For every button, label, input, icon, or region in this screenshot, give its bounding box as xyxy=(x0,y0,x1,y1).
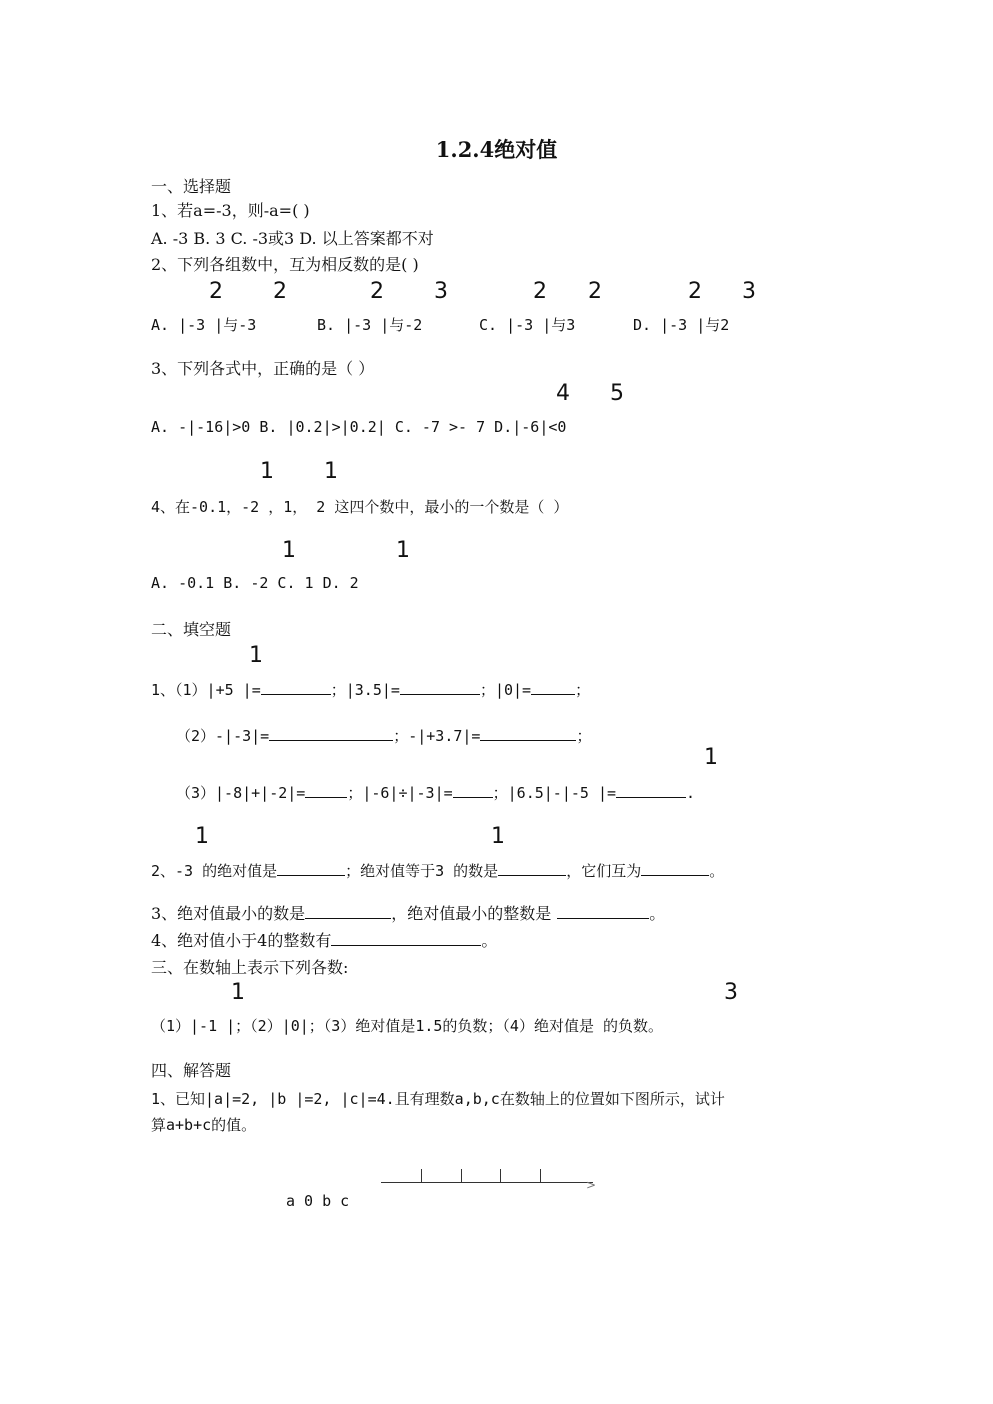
fill-text: . xyxy=(686,784,696,802)
fraction-numerator: 1 xyxy=(249,643,263,668)
fraction-numerator: 1 xyxy=(231,980,245,1005)
answer-blank[interactable] xyxy=(641,861,709,876)
fraction-numerator: 2 xyxy=(533,279,547,304)
q3-stem: 3、下列各式中，正确的是（ ） xyxy=(151,359,375,378)
fill-text: 。 xyxy=(481,931,498,950)
answer-blank[interactable] xyxy=(269,726,393,741)
q2-option-a: A. |-3 |与-3 xyxy=(151,316,257,334)
number-line-tick xyxy=(421,1169,422,1183)
fill-text: ； xyxy=(575,681,591,699)
fill-text: ； xyxy=(576,727,592,745)
fill-text: 2、-3 的绝对值是 xyxy=(151,862,278,880)
fraction-numerator: 2 xyxy=(688,279,702,304)
fraction-numerator: 3 xyxy=(724,980,738,1005)
fill-2 xyxy=(151,860,724,881)
fraction-numerator: 1 xyxy=(704,745,718,770)
fraction-numerator: 1 xyxy=(282,538,296,563)
q1-options: A. -3 B. 3 C. -3或3 D. 以上答案都不对 xyxy=(151,229,434,248)
fill-text: ；|0|= xyxy=(479,681,532,699)
fill-1-3 xyxy=(176,782,695,803)
fill-text: （2）-|-3|= xyxy=(176,727,270,745)
answer-blank[interactable] xyxy=(453,783,493,798)
answer-blank[interactable] xyxy=(305,783,347,798)
fraction-numerator: 2 xyxy=(273,279,287,304)
fill-text: ，它们互为 xyxy=(566,862,642,880)
q2-option-b: B. |-3 |与-2 xyxy=(317,316,423,334)
q2-option-c: C. |-3 |与3 xyxy=(479,316,576,334)
q2-stem: 2、下列各组数中，互为相反数的是( ) xyxy=(151,255,419,274)
fraction-numerator: 4 xyxy=(556,381,570,406)
fill-4 xyxy=(151,931,497,951)
q3-options: A. -|-16|>0 B. |0.2|>|0.2| C. -7 >- 7 D.|-6|<0 xyxy=(151,418,567,436)
fill-text: 。 xyxy=(649,904,666,923)
fraction-numerator: 2 xyxy=(370,279,384,304)
answer-blank[interactable] xyxy=(261,680,331,695)
fraction-numerator: 1 xyxy=(491,824,505,849)
fill-text: ；绝对值等于3 的数是 xyxy=(345,862,499,880)
arrow-right-icon: > xyxy=(586,1178,597,1192)
answer-blank[interactable] xyxy=(616,783,686,798)
number-line-tick xyxy=(500,1169,501,1183)
number-line-labels: a 0 b c xyxy=(286,1192,350,1210)
number-line-tick xyxy=(540,1169,541,1183)
fill-3 xyxy=(151,904,665,924)
section1-heading: 一、选择题 xyxy=(151,177,232,196)
answer-blank[interactable] xyxy=(531,680,575,695)
fill-text: 1、（1）|+5 |= xyxy=(151,681,261,699)
fill-text: 4、绝对值小于4的整数有 xyxy=(151,931,332,950)
fill-text: ；-|+3.7|= xyxy=(393,727,481,745)
fraction-numerator: 1 xyxy=(195,824,209,849)
fill-text: （3）|-8|+|-2|= xyxy=(176,784,306,802)
s3-items: （1）|-1 |；（2）|0|；（3）绝对值是1.5的负数；（4）绝对值是 的负数。 xyxy=(151,1017,663,1035)
fill-text: ；|6.5|-|-5 |= xyxy=(492,784,617,802)
answer-blank[interactable] xyxy=(557,904,649,919)
answer-blank[interactable] xyxy=(480,726,576,741)
fraction-numerator: 3 xyxy=(434,279,448,304)
q4-stem: 4、在-0.1，-2 ，1， 2 这四个数中，最小的一个数是（ ） xyxy=(151,498,569,516)
s4-q1-line2: 算a+b+c的值。 xyxy=(151,1116,257,1134)
fraction-numerator: 1 xyxy=(396,538,410,563)
fill-text: ；|3.5|= xyxy=(330,681,400,699)
page-title: 1.2.4绝对值 xyxy=(435,137,558,162)
s4-q1-line1: 1、已知|a|=2, |b |=2, |c|=4.且有理数a,b,c在数轴上的位置如下图所示，试计 xyxy=(151,1090,725,1108)
section3-heading: 三、在数轴上表示下列各数: xyxy=(151,958,349,977)
number-line-tick xyxy=(461,1169,462,1183)
fill-text: 。 xyxy=(709,862,725,880)
fill-1-1 xyxy=(151,679,590,700)
fill-1-2 xyxy=(176,725,591,746)
section4-heading: 四、解答题 xyxy=(151,1061,232,1080)
answer-blank[interactable] xyxy=(498,861,566,876)
fraction-numerator: 2 xyxy=(209,279,223,304)
q1-stem: 1、若a=-3，则-a=( ) xyxy=(151,201,310,220)
answer-blank[interactable] xyxy=(305,904,391,919)
fraction-numerator: 3 xyxy=(742,279,756,304)
answer-blank[interactable] xyxy=(277,861,345,876)
fraction-numerator: 2 xyxy=(588,279,602,304)
section2-heading: 二、填空题 xyxy=(151,620,232,639)
q4-options: A. -0.1 B. -2 C. 1 D. 2 xyxy=(151,574,359,592)
fill-text: ，绝对值最小的整数是 xyxy=(391,904,552,923)
fraction-numerator: 1 xyxy=(324,459,338,484)
fraction-numerator: 5 xyxy=(610,381,624,406)
fill-text: 3、绝对值最小的数是 xyxy=(151,904,306,923)
number-line xyxy=(381,1182,593,1183)
fraction-numerator: 1 xyxy=(260,459,274,484)
answer-blank[interactable] xyxy=(331,931,481,946)
q2-option-d: D. |-3 |与2 xyxy=(633,316,730,334)
answer-blank[interactable] xyxy=(400,680,480,695)
fill-text: ；|-6|÷|-3|= xyxy=(347,784,453,802)
